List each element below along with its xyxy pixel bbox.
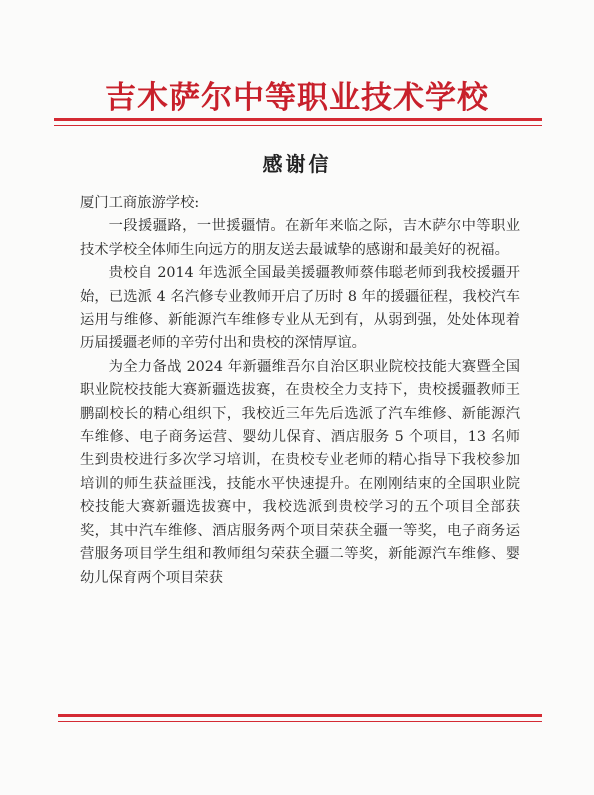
school-letterhead-name: 吉木萨尔中等职业技术学校 xyxy=(105,80,489,116)
letter-paragraph-3: 为全力备战 2024 年新疆维吾尔自治区职业院校技能大赛暨全国职业院校技能大赛新疆选拔赛，在贵校全力支持下，贵校援疆教师王鹏副校长的精心组织下，我校近三年先后选派了汽车维修、新能源汽车维修、电子商务运营、婴幼儿保育、酒店服务 5 个项目，13 名师生到贵校进行多次学习培训，在贵校专业老师的精心指导下我校参加培训的师生获益匪浅，技能水平快速提升。在刚刚结束的全国职业院校技能大赛新疆选拔赛中，我校选派到贵校学习的五个项目全部获奖，其中汽车维修、酒店服务两个项目荣获全疆一等奖，电子商务运营服务项目学生组和教师组匀荣获全疆二等奖，新能源汽车维修、婴幼儿保育两个项目荣获 xyxy=(80,358,520,586)
letterhead-rule-thick xyxy=(54,118,542,121)
letterhead-rule-thin xyxy=(54,125,542,126)
letter-paragraph-2: 贵校自 2014 年选派全国最美援疆教师蔡伟聪老师到我校援疆开始，已选派 4 名汽修专业教师开启了历时 8 年的援疆征程，我校汽车运用与维修、新能源汽车维修专业从无到有，从弱到强，处处体现着历届援疆老师的辛劳付出和贵校的深情厚谊。 xyxy=(80,265,520,352)
letter-paragraph-1: 一段援疆路，一世援疆情。在新年来临之际，吉木萨尔中等职业技术学校全体师生向远方的朋友送去最诚挚的感谢和最美好的祝福。 xyxy=(80,218,520,258)
footer-rule-thick xyxy=(58,714,542,717)
footer-rule-thin xyxy=(58,721,542,722)
letter-body xyxy=(80,192,520,590)
letter-title: 感谢信 xyxy=(262,152,332,176)
letter-salutation: 厦门工商旅游学校: xyxy=(80,195,200,211)
